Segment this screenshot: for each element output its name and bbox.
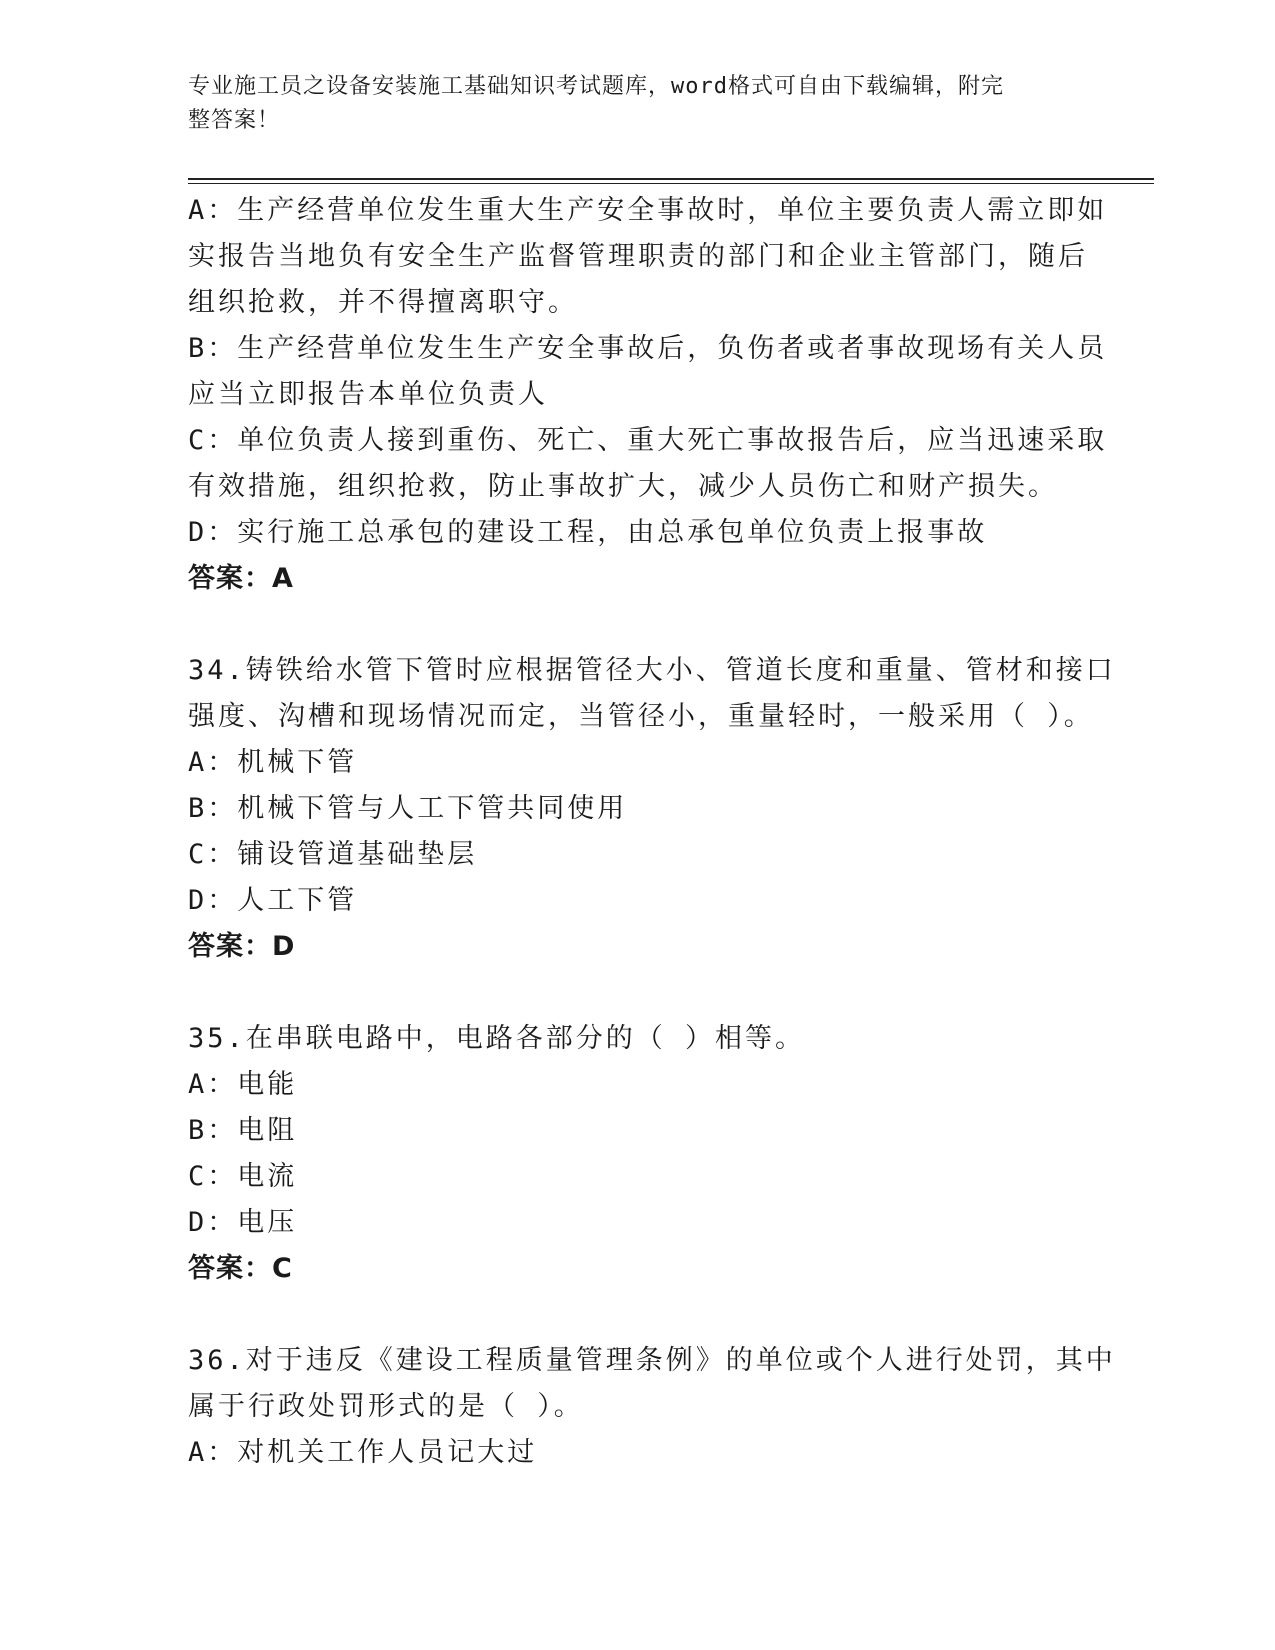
header-line-2: 整答案！ xyxy=(188,108,281,133)
option-d-line-1: D：实行施工总承包的建设工程，由总承包单位负责上报事故 xyxy=(188,517,988,548)
question-stem-line-2: 属于行政处罚形式的是（ ）。 xyxy=(188,1391,584,1422)
option-c: C：铺设管道基础垫层 xyxy=(188,839,478,870)
question-35 xyxy=(188,1016,1088,1292)
option-b-line-2: 应当立即报告本单位负责人 xyxy=(188,379,548,410)
option-b-line-1: B：生产经营单位发生生产安全事故后，负伤者或者事故现场有关人员 xyxy=(188,333,1108,364)
answer-34: 答案：D xyxy=(188,931,296,962)
option-a-line-2: 实报告当地负有安全生产监督管理职责的部门和企业主管部门，随后 xyxy=(188,241,1088,272)
option-d: D：人工下管 xyxy=(188,885,358,916)
spacer xyxy=(188,1292,1088,1338)
header-divider-thick xyxy=(188,178,1154,180)
option-a: A：电能 xyxy=(188,1069,298,1100)
option-a: A：机械下管 xyxy=(188,747,358,778)
option-a-line-1: A：生产经营单位发生重大生产安全事故时，单位主要负责人需立即如 xyxy=(188,195,1108,226)
question-stem-line-1: 34.铸铁给水管下管时应根据管径大小、管道长度和重量、管材和接口 xyxy=(188,655,1116,686)
option-b: B：机械下管与人工下管共同使用 xyxy=(188,793,628,824)
spacer xyxy=(188,602,1088,648)
option-c-line-1: C：单位负责人接到重伤、死亡、重大死亡事故报告后，应当迅速采取 xyxy=(188,425,1108,456)
question-stem-line-2: 强度、沟槽和现场情况而定，当管径小，重量轻时，一般采用（ ）。 xyxy=(188,701,1094,732)
question-34 xyxy=(188,648,1116,970)
option-c-line-2: 有效措施，组织抢救，防止事故扩大，减少人员伤亡和财产损失。 xyxy=(188,471,1058,502)
question-33 xyxy=(188,188,1108,602)
option-d: D：电压 xyxy=(188,1207,298,1238)
answer-33: 答案：A xyxy=(188,563,294,594)
header-divider-thin xyxy=(188,183,1154,184)
option-b: B：电阻 xyxy=(188,1115,298,1146)
question-stem: 35.在串联电路中，电路各部分的（ ）相等。 xyxy=(188,1023,806,1054)
answer-35: 答案：C xyxy=(188,1253,293,1284)
spacer xyxy=(188,970,1088,1016)
question-content xyxy=(188,188,1116,1476)
header-line-1: 专业施工员之设备安装施工基础知识考试题库，word格式可自由下载编辑，附完 xyxy=(188,74,1004,99)
option-a-line-3: 组织抢救，并不得擅离职守。 xyxy=(188,287,578,318)
question-36 xyxy=(188,1338,1116,1476)
option-a: A：对机关工作人员记大过 xyxy=(188,1437,538,1468)
option-c: C：电流 xyxy=(188,1161,298,1192)
document-header xyxy=(188,70,1068,138)
question-stem-line-1: 36.对于违反《建设工程质量管理条例》的单位或个人进行处罚，其中 xyxy=(188,1345,1116,1376)
